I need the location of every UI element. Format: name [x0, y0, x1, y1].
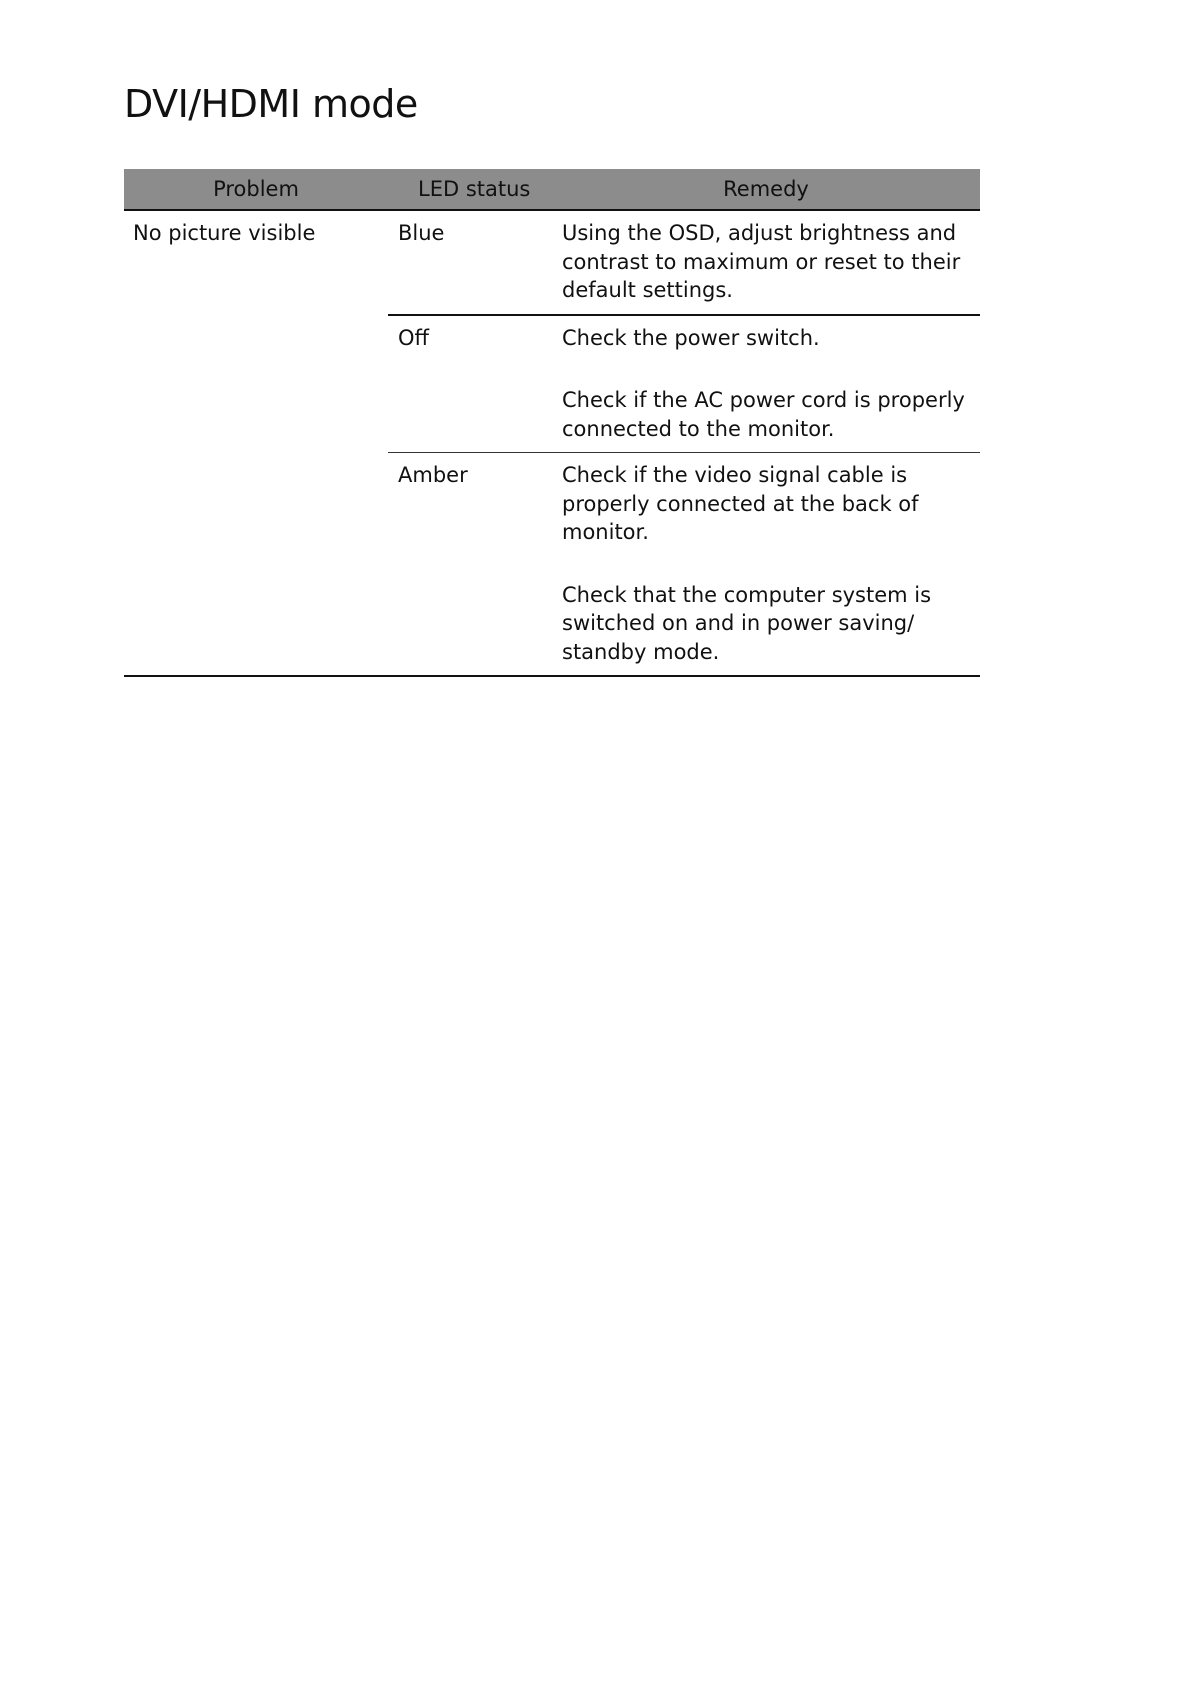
remedy-text: Using the OSD, adjust brightness and contrast to maximum or reset to their default settings.: [562, 221, 961, 302]
table-header: [124, 169, 980, 210]
remedy-text: Check if the video signal cable is properly connected at the back of monitor.: [562, 463, 919, 544]
header-remedy: Remedy: [552, 169, 980, 210]
header-problem: Problem: [124, 169, 388, 210]
remedy-text: Check that the computer system is switched on and in power saving/ standby mode.: [562, 582, 932, 664]
led-status-amber: Amber: [388, 453, 552, 677]
remedy-cell-off: [552, 315, 980, 453]
led-status-blue: Blue: [388, 210, 552, 315]
remedy-cell-blue: [552, 210, 980, 315]
led-status-off: Off: [388, 315, 552, 453]
remedy-text: Check the power switch.: [562, 325, 820, 350]
page-title: DVI/HDMI mode: [124, 82, 418, 126]
table-body: [124, 210, 980, 676]
remedy-text: Check if the AC power cord is properly connected to the monitor.: [562, 388, 965, 441]
table-row-blue: [124, 210, 980, 315]
problem-cell: No picture visible: [124, 210, 388, 676]
troubleshooting-table: [124, 169, 980, 677]
header-row: [124, 169, 980, 210]
header-led-status: LED status: [388, 169, 552, 210]
remedy-cell-amber: [552, 453, 980, 677]
